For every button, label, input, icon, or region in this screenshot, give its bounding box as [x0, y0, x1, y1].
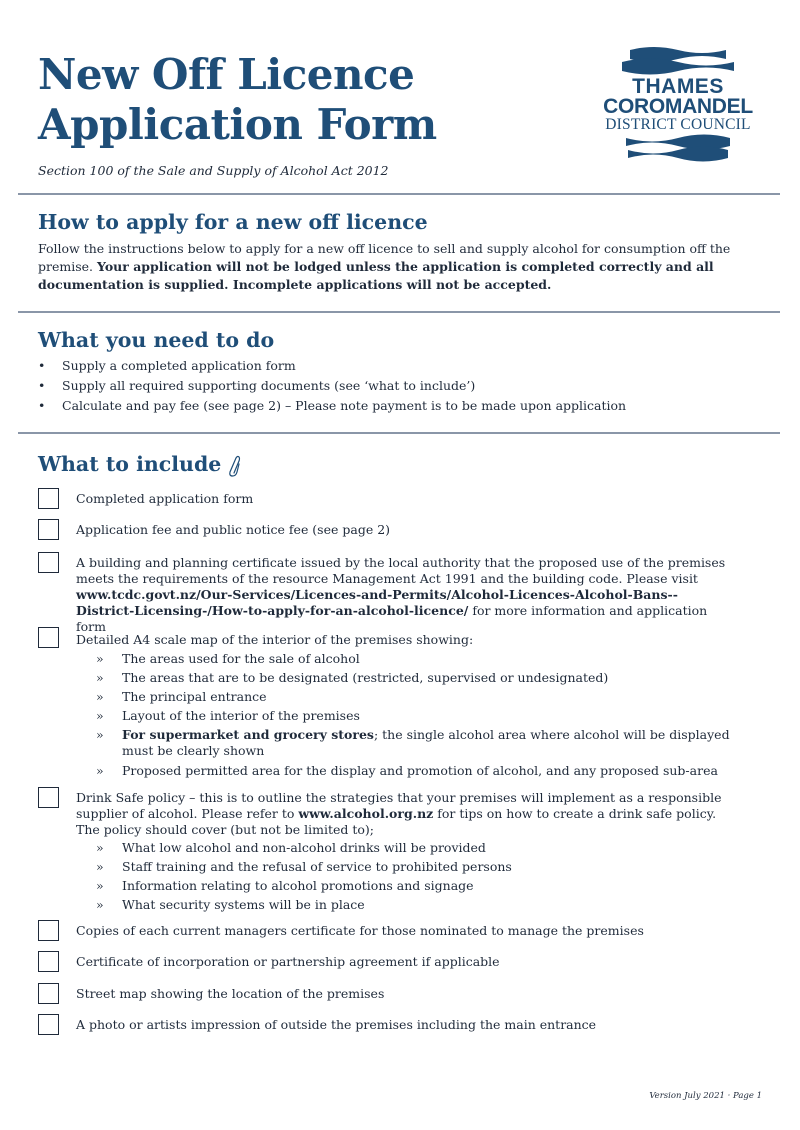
arrow-icon: » [96, 708, 104, 723]
bullet-icon: • [38, 378, 46, 393]
include-interior-map: Detailed A4 scale map of the interior of the premises showing: » The areas used for the sale of alcohol » The areas that are to be designated (restricted, supervised or undesignated) » The principal entrance » Layout of the interior of the premises » For supermarket and grocery stores; the single alcohol area where alcohol will be displayed must be clearly shown » Proposed permitted area for the display and promotion of alcohol, and any proposed sub-area [76, 630, 736, 780]
list-item: » Staff training and the refusal of service to prohibited persons [96, 859, 512, 874]
list-item: • Calculate and pay fee (see page 2) – Please note payment is to be made upon application [38, 396, 758, 416]
logo-text-thames: THAMES [632, 75, 724, 98]
include-application-fee: Application fee and public notice fee (see page 2) [76, 522, 391, 537]
list-item: » Layout of the interior of the premises [96, 708, 360, 723]
checkbox-building-certificate[interactable] [38, 552, 59, 573]
page-title [38, 50, 437, 150]
arrow-icon: » [96, 689, 104, 704]
how-to-apply-text [38, 240, 760, 294]
checkbox-application-fee[interactable] [38, 519, 59, 540]
include-drink-safe-policy: Drink Safe policy – this is to outline the strategies that your premises will implement as a responsible supplier of alcohol. Please refer to www.alcohol.org.nz for tips on how to create a drink safe policy. The policy should cover (but not be limited to); » What low alcohol and non-alcohol drinks will be provided » Staff training and the refusal of service to prohibited persons » Information relating to alcohol promotions and signage » What security systems will be in place [76, 790, 736, 914]
checkbox-incorporation[interactable] [38, 951, 59, 972]
list-item: » Proposed permitted area for the display and promotion of alcohol, and any proposed sub-area [96, 763, 718, 778]
checkbox-premises-photo[interactable] [38, 1014, 59, 1035]
checkbox-drink-safe-policy[interactable] [38, 787, 59, 808]
page-footer [649, 1091, 762, 1101]
list-item: » What security systems will be in place [96, 897, 365, 912]
paperclip-icon [227, 454, 241, 478]
list-item: » The areas used for the sale of alcohol [96, 651, 360, 666]
list-item: » What low alcohol and non-alcohol drinks will be provided [96, 840, 486, 855]
checkbox-application-form[interactable] [38, 488, 59, 509]
council-logo [592, 42, 764, 168]
list-item: » The areas that are to be designated (restricted, supervised or undesignated) [96, 670, 609, 685]
list-item: » The principal entrance [96, 689, 267, 704]
logo-text-district-council: DISTRICT COUNCIL [605, 116, 751, 133]
how-to-apply-warning: Your application will not be lodged unless the application is completed correctly and all documentation is supplied. Incomplete applications will not be accepted. [38, 259, 714, 292]
what-to-include-heading: What to include [38, 452, 241, 478]
checkbox-street-map[interactable] [38, 983, 59, 1004]
divider [18, 193, 780, 195]
arrow-icon: » [96, 763, 104, 778]
alcohol-org-link[interactable]: www.alcohol.org.nz [298, 806, 434, 821]
title-line-2: Application Form [38, 100, 437, 149]
page-subtitle: Section 100 of the Sale and Supply of Alcohol Act 2012 [38, 163, 389, 178]
bullet-icon: • [38, 358, 46, 373]
title-line-1: New Off Licence [38, 50, 415, 99]
include-managers-certificate: Copies of each current managers certificate for those nominated to manage the premises [76, 923, 644, 938]
page-number: Page 1 [733, 1091, 762, 1101]
list-item: • Supply a completed application form [38, 356, 758, 376]
footer-separator: · [727, 1091, 731, 1101]
logo-text-coromandel: COROMANDEL [603, 95, 753, 118]
divider [18, 311, 780, 313]
arrow-icon: » [96, 670, 104, 685]
checkbox-interior-map[interactable] [38, 627, 59, 648]
include-street-map: Street map showing the location of the premises [76, 986, 385, 1001]
version-label: Version July 2021 [649, 1091, 725, 1101]
how-to-apply-intro: Follow the instructions below to apply for a new off licence to sell and supply alcohol for consumption off the premise. [38, 241, 731, 274]
include-application-form: Completed application form [76, 491, 254, 506]
checkbox-managers-certificate[interactable] [38, 920, 59, 941]
arrow-icon: » [96, 859, 104, 874]
what-to-do-list [38, 356, 758, 416]
list-item: » For supermarket and grocery stores; the single alcohol area where alcohol will be displayed must be clearly shown [96, 727, 730, 758]
list-item: • Supply all required supporting documents (see ‘what to include’) [38, 376, 758, 396]
divider [18, 432, 780, 434]
include-building-certificate: A building and planning certificate issued by the local authority that the proposed use of the premises meets the requirements of the resource Management Act 1991 and the building code. Please visit www.tcdc.govt.nz/Our-Services/Licences-and-Permits/Alcohol-Licences-Alcohol-Bans--District-Licensing-/How-to-apply-for-an-alcohol-licence/ for more information and application form [76, 555, 726, 634]
arrow-icon: » [96, 840, 104, 855]
what-to-do-heading: What you need to do [38, 328, 275, 352]
tcdc-link[interactable]: www.tcdc.govt.nz/Our-Services/Licences-and-Permits/Alcohol-Licences-Alcohol-Bans--District-Licensing-/How-to-apply-for-an-alcohol-licence/ [76, 587, 678, 618]
arrow-icon: » [96, 878, 104, 893]
arrow-icon: » [96, 727, 104, 742]
list-item: » Information relating to alcohol promotions and signage [96, 878, 474, 893]
bullet-icon: • [38, 398, 46, 413]
arrow-icon: » [96, 897, 104, 912]
arrow-icon: » [96, 651, 104, 666]
include-incorporation: Certificate of incorporation or partnership agreement if applicable [76, 954, 500, 969]
include-premises-photo: A photo or artists impression of outside the premises including the main entrance [76, 1017, 597, 1032]
how-to-apply-heading: How to apply for a new off licence [38, 210, 428, 234]
